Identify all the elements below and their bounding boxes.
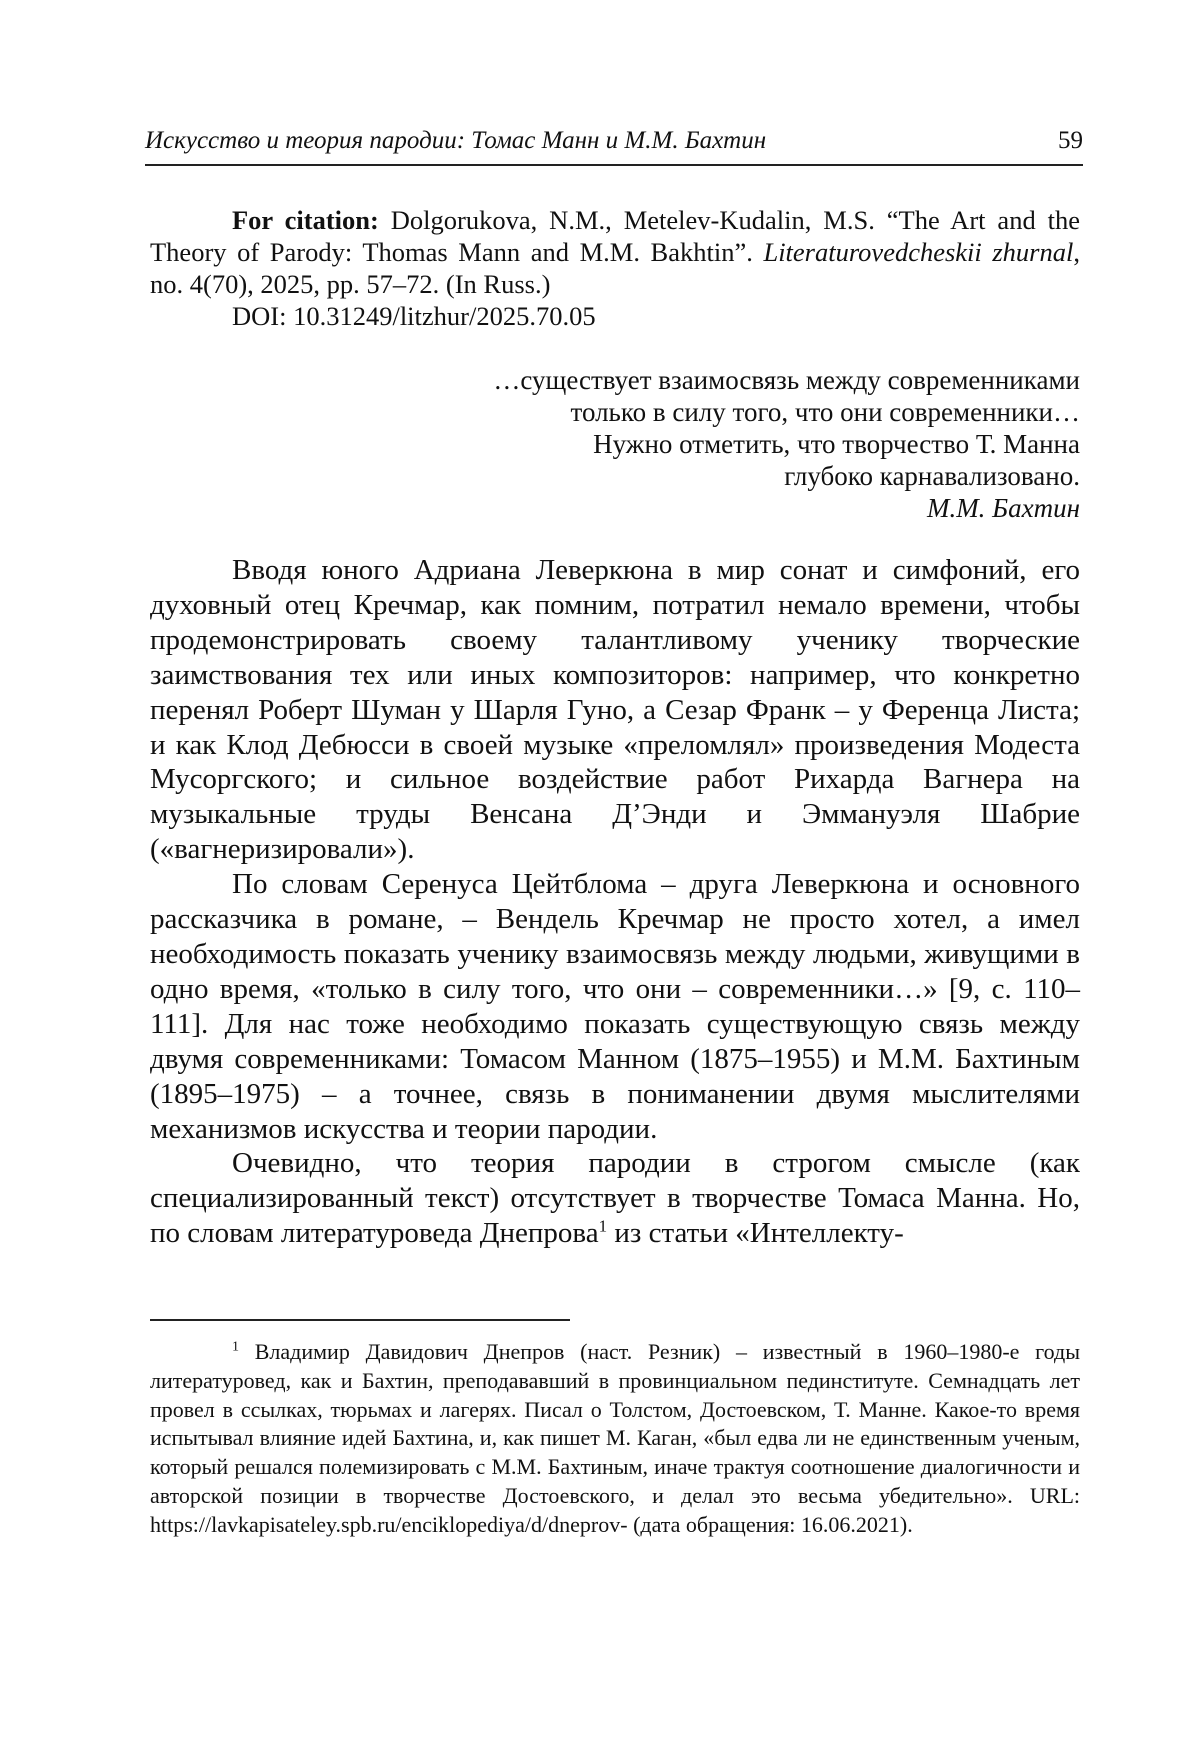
citation-block bbox=[150, 204, 1080, 332]
footnote-rule bbox=[150, 1319, 570, 1321]
citation-authors: Dolgorukova, N.M., Metelev-Kudalin, M.S. “The Art and the Theory of Parody: Thomas Mann and M.M. Bakhtin”. bbox=[150, 205, 1080, 267]
citation-details: , no. 4(70), 2025, pp. 57–72. (In Russ.) bbox=[150, 237, 1080, 299]
footnote bbox=[150, 1338, 1080, 1540]
epigraph-author: М.М. Бахтин bbox=[926, 493, 1080, 523]
citation-doi: DOI: 10.31249/litzhur/2025.70.05 bbox=[232, 301, 596, 331]
header-rule bbox=[145, 164, 1083, 166]
epigraph-line: …существует взаимосвязь между современниками bbox=[493, 365, 1080, 395]
footnote-reference[interactable]: 1 bbox=[598, 1216, 608, 1236]
citation-journal: Literaturovedcheskii zhurnal bbox=[763, 237, 1074, 267]
body-paragraph: Вводя юного Адриана Леверкюна в мир сонат и симфоний, его духовный отец Кречмар, как помним, потратил немало времени, чтобы продемонстрировать своему талантливому ученику творческие заимствования тех или иных композиторов: например, что конкретно перенял Роберт Шуман у Шарля Гуно, а Сезар Франк – у Ференца Листа; и как Клод Дебюсси в своей музыке «преломлял» произведения Модеста Мусоргского; и сильное воздействие работ Рихарда Вагнера на музыкальные труды Венсана Д’Энди и Эммануэля Шабрие («вагнеризировали»). bbox=[150, 554, 1080, 866]
citation-label: For citation: bbox=[232, 205, 379, 235]
epigraph-line: Нужно отметить, что творчество Т. Манна bbox=[593, 429, 1080, 459]
page-number: 59 bbox=[1058, 127, 1083, 154]
epigraph bbox=[380, 364, 1080, 524]
footnote-mark: 1 bbox=[232, 1339, 239, 1355]
footnote-body: Владимир Давидович Днепров (наст. Резник) – известный в 1960–1980-е годы литературовед, как и Бахтин, преподававший в провинциальном пединституте. Семнадцать лет провел в ссылках, тюрьмах и лагерях. Писал о Толстом, Достоевском, Т. Манне. Какое-то время испытывал влияние идей Бахтина, и, как пишет М. Каган, «был едва ли не единственным ученым, который решался полемизировать с М.М. Бахтиным, иначе трактуя соотношение диалогичности и авторской позиции в творчестве Достоевского, и делал это весьма убедительно». URL: https://lavkapisateley.spb.ru/enciklopediya/d/dneprov- (дата обращения: 16.06.2021). bbox=[150, 1339, 1080, 1537]
running-header bbox=[145, 126, 1083, 156]
running-title: Искусство и теория пародии: Томас Манн и М.М. Бахтин bbox=[145, 127, 767, 154]
citation-text bbox=[150, 204, 1080, 300]
body-paragraph-text: Очевидно, что теория пародии в строгом смысле (как специализированный текст) отсутствует в творчестве Томаса Манна. Но, по словам литературоведа Днепрова bbox=[150, 1147, 1080, 1250]
epigraph-line: глубоко карнавализовано. bbox=[784, 461, 1080, 491]
body-paragraph-text: из статьи «Интеллекту- bbox=[607, 1217, 904, 1250]
body-paragraph: По словам Серенуса Цейтблома – друга Леверкюна и основного рассказчика в романе, – Вендель Кречмар не просто хотел, а имел необходимость показать ученику взаимосвязь между людьми, живущими в одно время, «только в силу того, что они – современники…» [9, с. 110–111]. Для нас тоже необходимо показать существующую связь между двумя современниками: Томасом Манном (1875–1955) и М.М. Бахтиным (1895–1975) – а точнее, связь в пониманении двумя мыслителями механизмов искусства и теории пародии. bbox=[150, 868, 1080, 1145]
body-paragraph bbox=[150, 1146, 1080, 1251]
article-body bbox=[150, 553, 1080, 1251]
footnote-text bbox=[150, 1338, 1080, 1540]
epigraph-line: только в силу того, что они современники… bbox=[570, 397, 1080, 427]
